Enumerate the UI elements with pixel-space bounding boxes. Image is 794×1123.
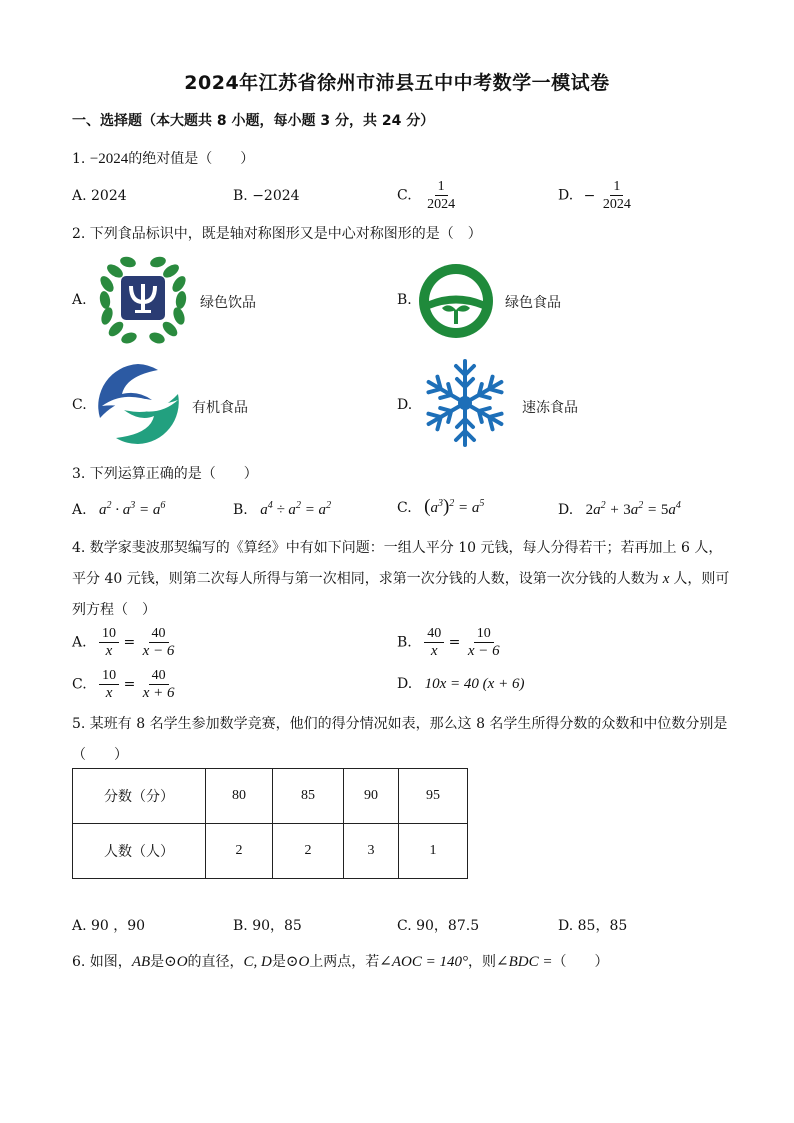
q2-option-d-label[interactable]: D. [397, 397, 413, 413]
score-table [72, 768, 468, 879]
denominator: x − 6 [142, 643, 175, 659]
angle-aoc: ∠AOC = 140° [379, 954, 468, 970]
q1-expression: −2024 [89, 151, 129, 167]
variable-x: x [662, 571, 670, 587]
q4-option-a[interactable]: A. $\frac{10}{x}$ = $\frac{40}{x - 6}$ [72, 625, 177, 660]
q5-option-a[interactable]: A. 90 ，90 [72, 918, 146, 934]
table-row [73, 769, 468, 824]
q6-text: 6. 如图， [72, 954, 132, 970]
q5-option-b[interactable]: B. 90，85 [233, 918, 302, 934]
fraction [424, 178, 458, 213]
question-4-line-2 [72, 568, 729, 588]
q2-option-b-name: 绿色食品 [505, 295, 561, 311]
organic-food-logo-icon [92, 360, 184, 448]
q1-option-b[interactable]: B. −2024 [233, 188, 300, 204]
table-cell: 95 [399, 769, 468, 824]
fraction [99, 625, 119, 660]
q2-option-c-name: 有机食品 [192, 400, 248, 416]
table-cell: 2 [273, 824, 344, 879]
question-5-line-1: 5. 某班有 8 名学生参加数学竞赛，他们的得分情况如表，那么这 8 名学生所得分数的众数和中位数分别是 [72, 716, 728, 732]
circle-o: ⊙O [285, 954, 310, 970]
question-number: 1. [72, 151, 86, 167]
q6-text: ，则 [468, 954, 496, 970]
q2-option-c-label[interactable]: C. [72, 397, 87, 413]
fraction [465, 625, 503, 660]
q3-option-a[interactable] [72, 500, 165, 519]
option-label: B. [233, 502, 248, 518]
section-heading: 一、选择题（本大题共 8 小题，每小题 3 分，共 24 分） [72, 113, 435, 129]
option-label: D. [397, 676, 413, 692]
q1-option-a[interactable]: A. 2024 [72, 188, 127, 204]
q4-text: 平分 40 元钱，则第二次每人所得与第一次相同，求第一次分钱的人数，设第一次分钱的人数为 [72, 571, 659, 587]
q6-text: 是 [150, 954, 165, 970]
fraction [99, 667, 119, 702]
math-expression: $2a^2 + 3a^2 = 5a^4$ [585, 500, 681, 518]
fraction [140, 667, 178, 702]
table-cell: 85 [273, 769, 344, 824]
math-expression: $(a^3)^2 = a^5$ [424, 496, 485, 517]
q6-text: 是 [271, 954, 286, 970]
circle-o: ⊙O [164, 954, 188, 970]
option-label: A. [72, 502, 87, 518]
question-2-stem: 2. 下列食品标识中，既是轴对称图形又是中心对称图形的是（ ） [72, 226, 482, 242]
q4-option-b[interactable]: B. $\frac{40}{x}$ = $\frac{10}{x - 6}$ [397, 625, 503, 660]
fraction [600, 178, 634, 213]
q3-option-d[interactable] [558, 500, 681, 519]
q6-text: 上两点，若 [309, 954, 380, 970]
option-label: A. [72, 634, 87, 651]
math-expression: $a^2 \cdot a^3 = a^6$ [99, 500, 166, 518]
question-1-stem [72, 148, 254, 168]
q3-option-b[interactable] [233, 500, 331, 519]
q1-text: 的绝对值是（ ） [128, 151, 255, 167]
option-label: C. [397, 187, 412, 204]
numerator: 10 [99, 625, 119, 643]
table-cell: 90 [344, 769, 399, 824]
q6-text: （ ） [552, 954, 609, 970]
q2-option-a-name: 绿色饮品 [200, 295, 256, 311]
denominator: x [105, 685, 113, 701]
fraction [140, 625, 178, 660]
q6-text: 的直径， [187, 954, 244, 970]
option-label: D. [558, 187, 574, 204]
q4-option-d[interactable] [397, 676, 524, 693]
snowflake-icon [418, 356, 512, 450]
table-row [73, 824, 468, 879]
numerator: 1 [435, 178, 448, 196]
points-cd: C, D [243, 954, 272, 970]
minus-sign: − [583, 187, 596, 204]
option-label: C. [72, 676, 87, 693]
question-6-stem [72, 951, 608, 971]
numerator: 10 [99, 667, 119, 685]
q4-text: 人，则可 [673, 571, 730, 587]
segment-ab: AB [131, 954, 151, 970]
denominator: x + 6 [142, 685, 175, 701]
option-label: D. [558, 502, 574, 518]
question-4-line-1: 4. 数学家斐波那契编写的《算经》中有如下问题：一组人平分 10 元钱，每人分得若干；若再加上 6 人， [72, 540, 723, 556]
numerator: 1 [610, 178, 623, 196]
table-header-cell: 人数（人） [73, 824, 206, 879]
q2-option-d-name: 速冻食品 [522, 400, 578, 416]
question-5-line-2: （ ） [72, 747, 128, 763]
option-label: B. [397, 634, 412, 651]
numerator: 40 [149, 625, 169, 643]
numerator: 10 [474, 625, 494, 643]
q2-option-b-label[interactable]: B. [397, 292, 412, 308]
question-3-stem: 3. 下列运算正确的是（ ） [72, 466, 258, 482]
q1-option-d[interactable] [558, 178, 634, 213]
table-header-cell: 分数（分） [73, 769, 206, 824]
math-expression: $a^4 \div a^2 = a^2$ [260, 500, 332, 518]
angle-bdc: ∠BDC = [496, 954, 553, 970]
q2-option-a-label[interactable]: A. [72, 292, 87, 308]
numerator: 40 [424, 625, 444, 643]
green-food-logo-icon [416, 262, 496, 340]
table-cell: 2 [206, 824, 273, 879]
q5-option-c[interactable]: C. 90，87.5 [397, 918, 480, 934]
numerator: 40 [149, 667, 169, 685]
q1-option-c[interactable] [397, 178, 458, 213]
green-drink-logo-icon [95, 256, 191, 344]
question-4-line-3: 列方程（ ） [72, 602, 156, 618]
denominator: 2024 [427, 197, 456, 212]
denominator: 2024 [602, 197, 631, 212]
option-label: C. [397, 500, 412, 516]
q4-option-c[interactable]: C. $\frac{10}{x}$ = $\frac{40}{x + 6}$ [72, 667, 178, 702]
table-cell: 80 [206, 769, 273, 824]
page-title: 2024年江苏省徐州市沛县五中中考数学一模试卷 [184, 72, 610, 94]
table-cell: 3 [344, 824, 399, 879]
math-expression: 10x = 40 (x + 6) [424, 676, 525, 692]
denominator: x [430, 643, 438, 659]
fraction [424, 625, 444, 660]
q5-option-d[interactable]: D. 85，85 [558, 918, 628, 934]
denominator: x [105, 643, 113, 659]
table-cell: 1 [399, 824, 468, 879]
denominator: x − 6 [467, 643, 500, 659]
q3-option-c[interactable] [397, 496, 484, 518]
